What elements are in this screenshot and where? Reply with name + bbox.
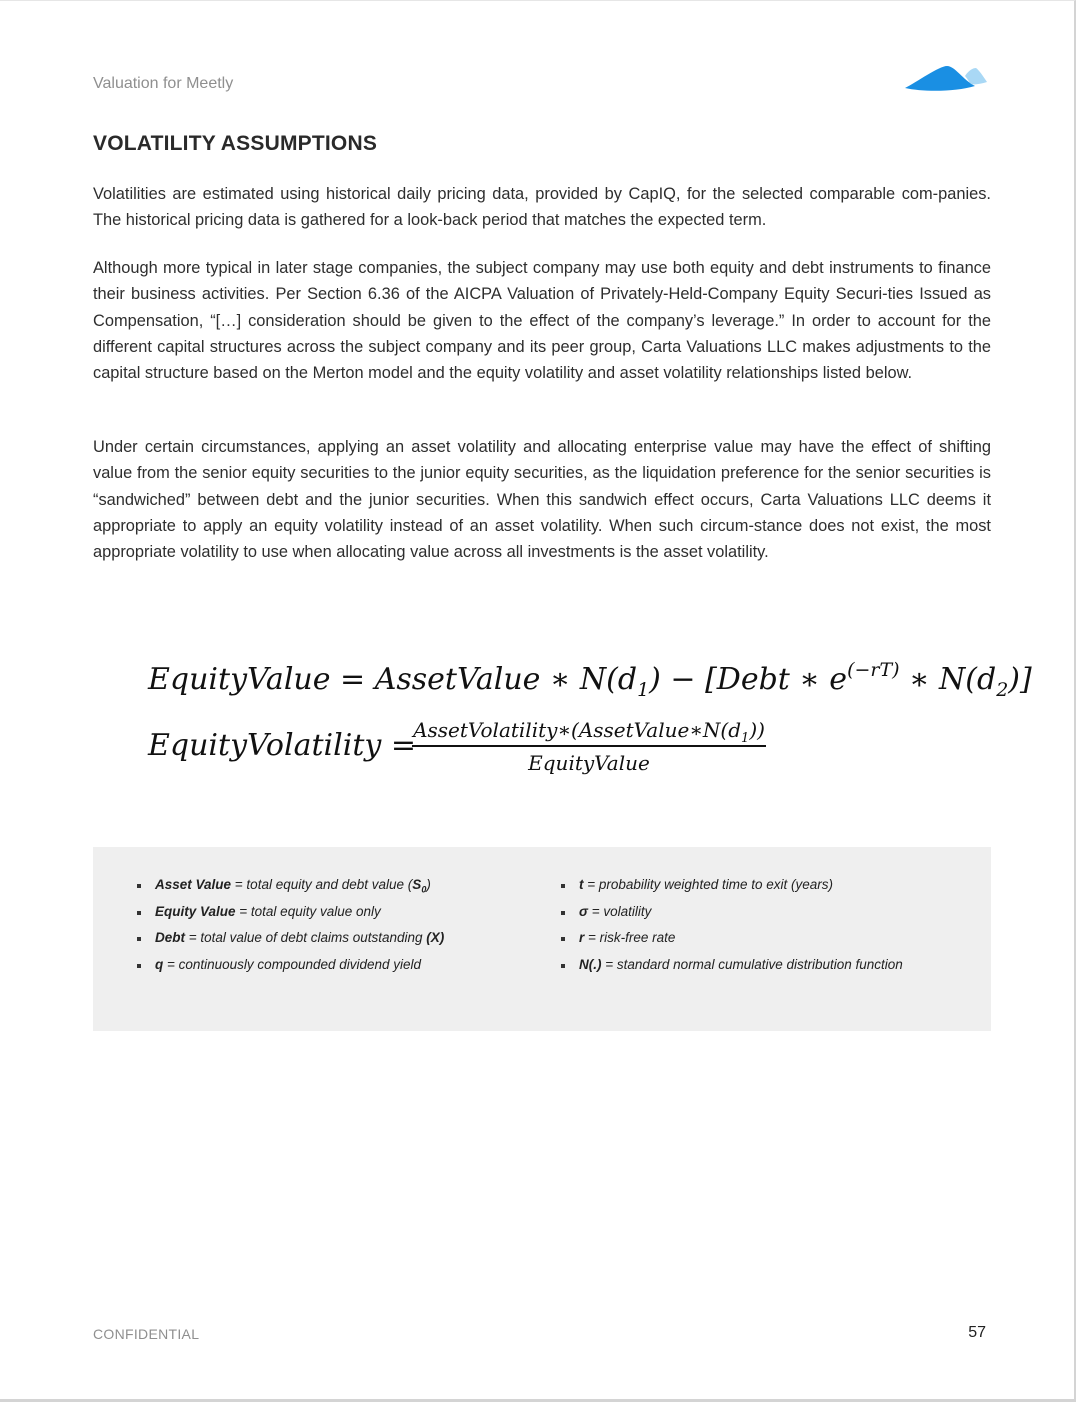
paragraph-volatility-source: Volatilities are estimated using historical daily pricing data, provided by CapIQ, for the selected comparable com-panies. The historical pricing data is gathered for a look-back period that matches the expected term.: [93, 185, 991, 230]
page-number: 57: [968, 1324, 986, 1341]
fraction-numerator: $AssetVolatility∗(AssetValue∗N(d_1))$: [413, 718, 765, 746]
equity-volatility-formula-lhs: EquityVolatility =: [148, 728, 416, 763]
paragraph-capital-structure: Although more typical in later stage companies, the subject company may use both equity and debt instruments to finance their business activities. Per Section 6.36 of the AICPA Valuation of Privately-Held-Company Equity Securi-ties Issued as Compensation, “[…] consideration should be given to the effect of the company’s leverage.” In order to account for the different capital structures across the subject company and its peer group, Carta Valuations LLC makes adjustments to the capital structure based on the Merton model and the equity volatility and asset volatility relationships listed below.: [93, 259, 991, 383]
equity-volatility-fraction: [412, 718, 766, 775]
section-heading: VOLATILITY ASSUMPTIONS: [93, 132, 378, 155]
paragraph-sandwich-effect: Under certain circumstances, applying an asset volatility and allocating enterprise value may have the effect of shifting value from the senior equity securities to the junior equity securities, as the liquidation preference for the senior securities is “sandwiched” between debt and the junior securities. When this sandwich effect occurs, Carta Valuations LLC deems it appropriate to apply an equity volatility instead of an asset volatility. When such circum-stance does not exist, the most appropriate volatility to use when allocating value across all investments is the asset volatility.: [93, 438, 991, 562]
legend-item-volatility: σ = volatility: [557, 904, 903, 931]
legend-item-time: t = probability weighted time to exit (years): [557, 877, 903, 904]
legend-item-equity-value: Equity Value = total equity value only: [133, 904, 444, 931]
legend-column-left: [133, 877, 444, 984]
document-header-title: Valuation for Meetly: [93, 75, 234, 92]
footer-confidential-label: CONFIDENTIAL: [93, 1326, 200, 1342]
legend-item-risk-free-rate: r = risk-free rate: [557, 930, 903, 957]
carta-logo-icon: [903, 64, 989, 94]
legend-item-debt: Debt = total value of debt claims outstanding (X): [133, 930, 444, 957]
legend-item-dividend-yield: q = continuously compounded dividend yield: [133, 957, 444, 984]
legend-item-asset-value: Asset Value = total equity and debt value $(S_0)$: [133, 877, 444, 904]
equity-value-formula: EquityValue = AssetValue ∗ $N(d_1)$ − [Debt ∗ $e^{(-rT)}$ ∗ $N(d_2)$]: [148, 659, 1032, 701]
fraction-denominator: EquityValue: [528, 751, 650, 775]
legend-column-right: [557, 877, 903, 984]
variable-legend-box: [93, 847, 991, 1031]
legend-item-normal-cdf: N(.) = standard normal cumulative distribution function: [557, 957, 903, 984]
